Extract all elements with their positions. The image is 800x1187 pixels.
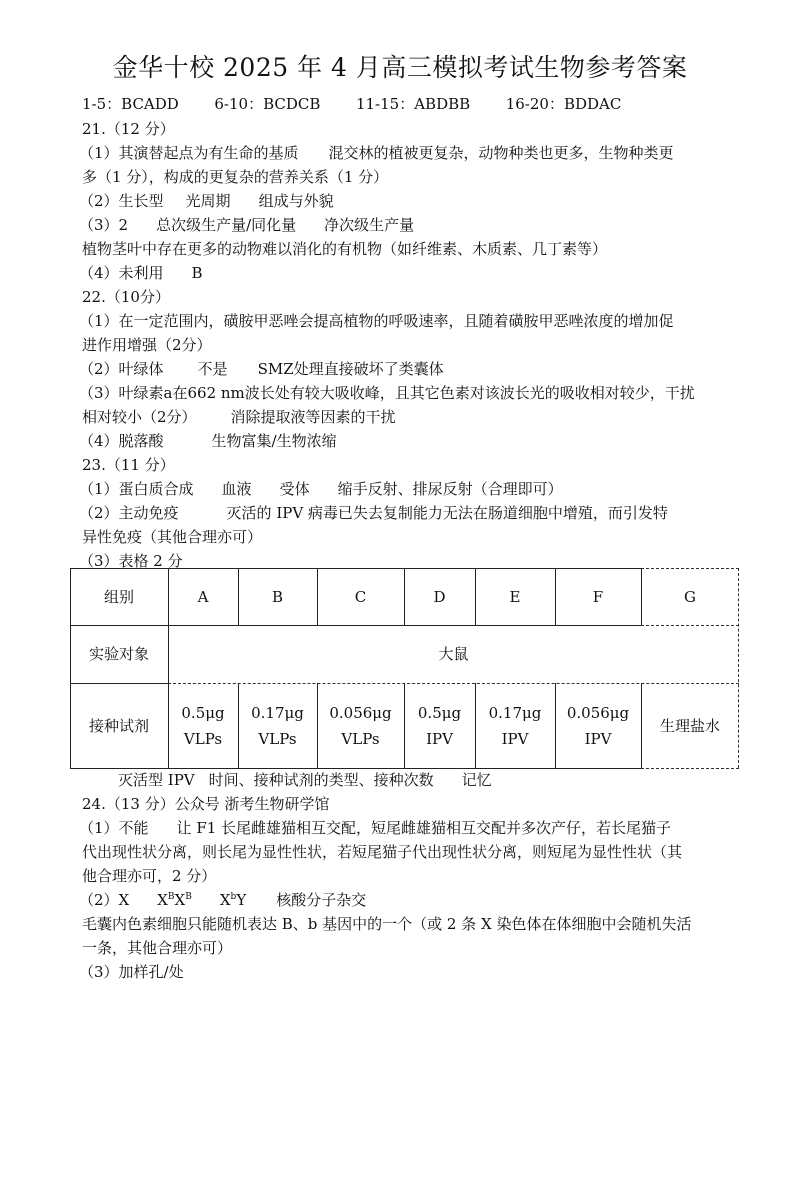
reagent-dose: 0.5μg <box>417 703 462 722</box>
q22-part3-cont <box>82 407 396 427</box>
q24-part1-cont: 代出现性状分离，则长尾为显性性状，若短尾猫子代出现性状分离，则短尾为显性性状（其 <box>82 843 683 861</box>
answer-text: （2）X <box>79 891 130 909</box>
q23-part2-cont: 异性免疫（其他合理亦可） <box>82 528 263 546</box>
mc-range: 11-15： <box>355 95 415 113</box>
reagent-cell <box>238 683 317 768</box>
q23-header: 23.（11 分） <box>82 456 175 474</box>
group-cell: G <box>684 587 696 606</box>
group-cell: D <box>433 587 446 606</box>
answer-text: （4）脱落酸 <box>79 432 164 450</box>
reagent-type: VLPs <box>258 729 297 748</box>
q23-part1 <box>79 479 563 499</box>
group-cell: F <box>592 587 604 606</box>
q21-part1 <box>79 143 674 163</box>
reagent-cell <box>475 683 555 768</box>
q24-part1 <box>79 818 671 838</box>
reagent-type: IPV <box>584 729 612 748</box>
answer-text: （1）不能 <box>79 819 149 837</box>
q24-part1-cont2: 他合理亦可，2 分） <box>82 867 217 885</box>
reagent-type: VLPs <box>183 729 223 748</box>
row-header-subject: 实验对象 <box>88 645 149 663</box>
answer-text: 生物富集/生物浓缩 <box>211 432 337 450</box>
answer-text: 记忆 <box>461 771 492 789</box>
mc-range: 16-20： <box>505 95 564 113</box>
answer-text: 相对较小（2分） <box>82 408 197 426</box>
q24-header: 24.（13 分）公众号 浙考生物研学馆 <box>82 795 330 813</box>
answer-text: 不是 <box>197 360 228 378</box>
mc-range: 1-5： <box>82 95 122 113</box>
reagent-type: IPV <box>501 729 529 748</box>
reagent-cell <box>555 683 641 768</box>
reagent-type: IPV <box>426 729 453 748</box>
answer-text: 混交林的植被更复杂，动物种类也更多，生物种类更 <box>328 144 674 162</box>
genotype-female: $X^BX^B$ <box>157 891 192 909</box>
q23-after-table <box>118 770 492 790</box>
answer-text: SMZ处理直接破坏了类囊体 <box>257 360 444 378</box>
experiment-table <box>70 568 739 768</box>
genotype-male: $X^bY$ <box>219 891 247 909</box>
page-title: 金华十校 2025 年 4 月高三模拟考试生物参考答案 <box>112 53 688 82</box>
q21-part3-cont: 植物茎叶中存在更多的动物难以消化的有机物（如纤维素、木质素、几丁素等） <box>82 240 608 258</box>
reagent-dose: 0.5μg <box>181 703 225 722</box>
q24-part2-cont2: 一条，其他合理亦可） <box>82 939 233 957</box>
answer-text: （3）2 <box>79 216 129 234</box>
answer-text: 灭活型 IPV <box>118 771 195 789</box>
answer-text: 总次级生产量/同化量 <box>156 216 297 234</box>
answer-text: （2）生长型 <box>79 192 164 210</box>
subject-cell: 大鼠 <box>438 645 469 663</box>
answer-text: 血液 <box>221 480 252 498</box>
answer-text: （1）其演替起点为有生命的基质 <box>79 144 299 162</box>
mc-answers <box>82 94 621 114</box>
mc-answer: ABDBB <box>414 95 471 113</box>
answer-text: 受体 <box>279 480 310 498</box>
answer-text: 缩手反射、排尿反射（合理即可） <box>337 480 563 498</box>
reagent-dose: 0.056μg <box>329 703 392 722</box>
group-cell: E <box>509 587 521 606</box>
mc-range: 6-10： <box>214 95 264 113</box>
answer-text: 让 F1 长尾雌雄猫相互交配，短尾雌雄猫相互交配并多次产仔，若长尾猫子 <box>176 819 672 837</box>
answer-text: （2）主动免疫 <box>79 504 179 522</box>
mc-answer: BCADD <box>121 95 179 113</box>
answer-text: 光周期 <box>185 192 231 210</box>
q23-part3: （3）表格 2 分 <box>79 552 183 570</box>
reagent-dose: 0.17μg <box>488 703 542 722</box>
q22-part1: （1）在一定范围内，磺胺甲恶唑会提高植物的呼吸速率，且随着磺胺甲恶唑浓度的增加促 <box>79 312 674 330</box>
reagent-dose: 0.17μg <box>251 703 304 722</box>
answer-text: （4）未利用 <box>79 264 164 282</box>
row-header-group: 组别 <box>103 587 134 606</box>
reagent-type: VLPs <box>341 729 380 748</box>
answer-text: B <box>191 264 203 282</box>
q22-part3: （3）叶绿素a在662 nm波长处有较大吸收峰，且其它色素对该波长光的吸收相对较少，干扰 <box>79 384 695 402</box>
q22-part1-cont: 进作用增强（2分） <box>82 336 212 354</box>
group-cell: A <box>197 587 209 606</box>
answer-text: （2）叶绿体 <box>79 360 164 378</box>
reagent-dose: 生理盐水 <box>659 716 720 735</box>
q22-header: 22.（10分） <box>82 288 170 306</box>
mc-answer: BDDAC <box>563 95 622 113</box>
answer-text: 时间、接种试剂的类型、接种次数 <box>208 771 434 789</box>
q24-part3: （3）加样孔/处 <box>79 963 184 981</box>
answer-text: 净次级生产量 <box>324 216 415 234</box>
answer-text: （1）蛋白质合成 <box>79 480 194 498</box>
q21-part2 <box>79 191 334 211</box>
answer-text: 组成与外貌 <box>258 192 334 210</box>
group-cell: C <box>354 587 367 606</box>
reagent-dose: 0.056μg <box>566 703 630 722</box>
q21-part3 <box>79 215 414 235</box>
q21-part4 <box>79 263 203 283</box>
q24-part2-cont: 毛囊内色素细胞只能随机表达 B、b 基因中的一个（或 2 条 X 染色体在体细胞中会随机失活 <box>82 915 692 933</box>
reagent-cell <box>404 683 475 768</box>
q24-part2 <box>79 890 366 910</box>
reagent-cell <box>168 683 238 768</box>
reagent-cell <box>641 683 739 768</box>
q23-part2 <box>79 503 668 523</box>
answer-text: 灭活的 IPV 病毒已失去复制能力无法在肠道细胞中增殖，而引发特 <box>226 504 668 522</box>
answer-text: 核酸分子杂交 <box>276 891 367 909</box>
q22-part2 <box>79 359 444 379</box>
answer-text: 消除提取液等因素的干扰 <box>230 408 396 426</box>
q21-header: 21.（12 分） <box>82 120 175 138</box>
q21-part1-cont: 多（1 分），构成的更复杂的营养关系（1 分） <box>82 168 389 186</box>
q22-part4 <box>79 431 337 451</box>
mc-answer: BCDCB <box>263 95 321 113</box>
row-header-reagent: 接种试剂 <box>88 716 149 735</box>
group-cell: B <box>271 587 284 606</box>
reagent-cell <box>317 683 404 768</box>
